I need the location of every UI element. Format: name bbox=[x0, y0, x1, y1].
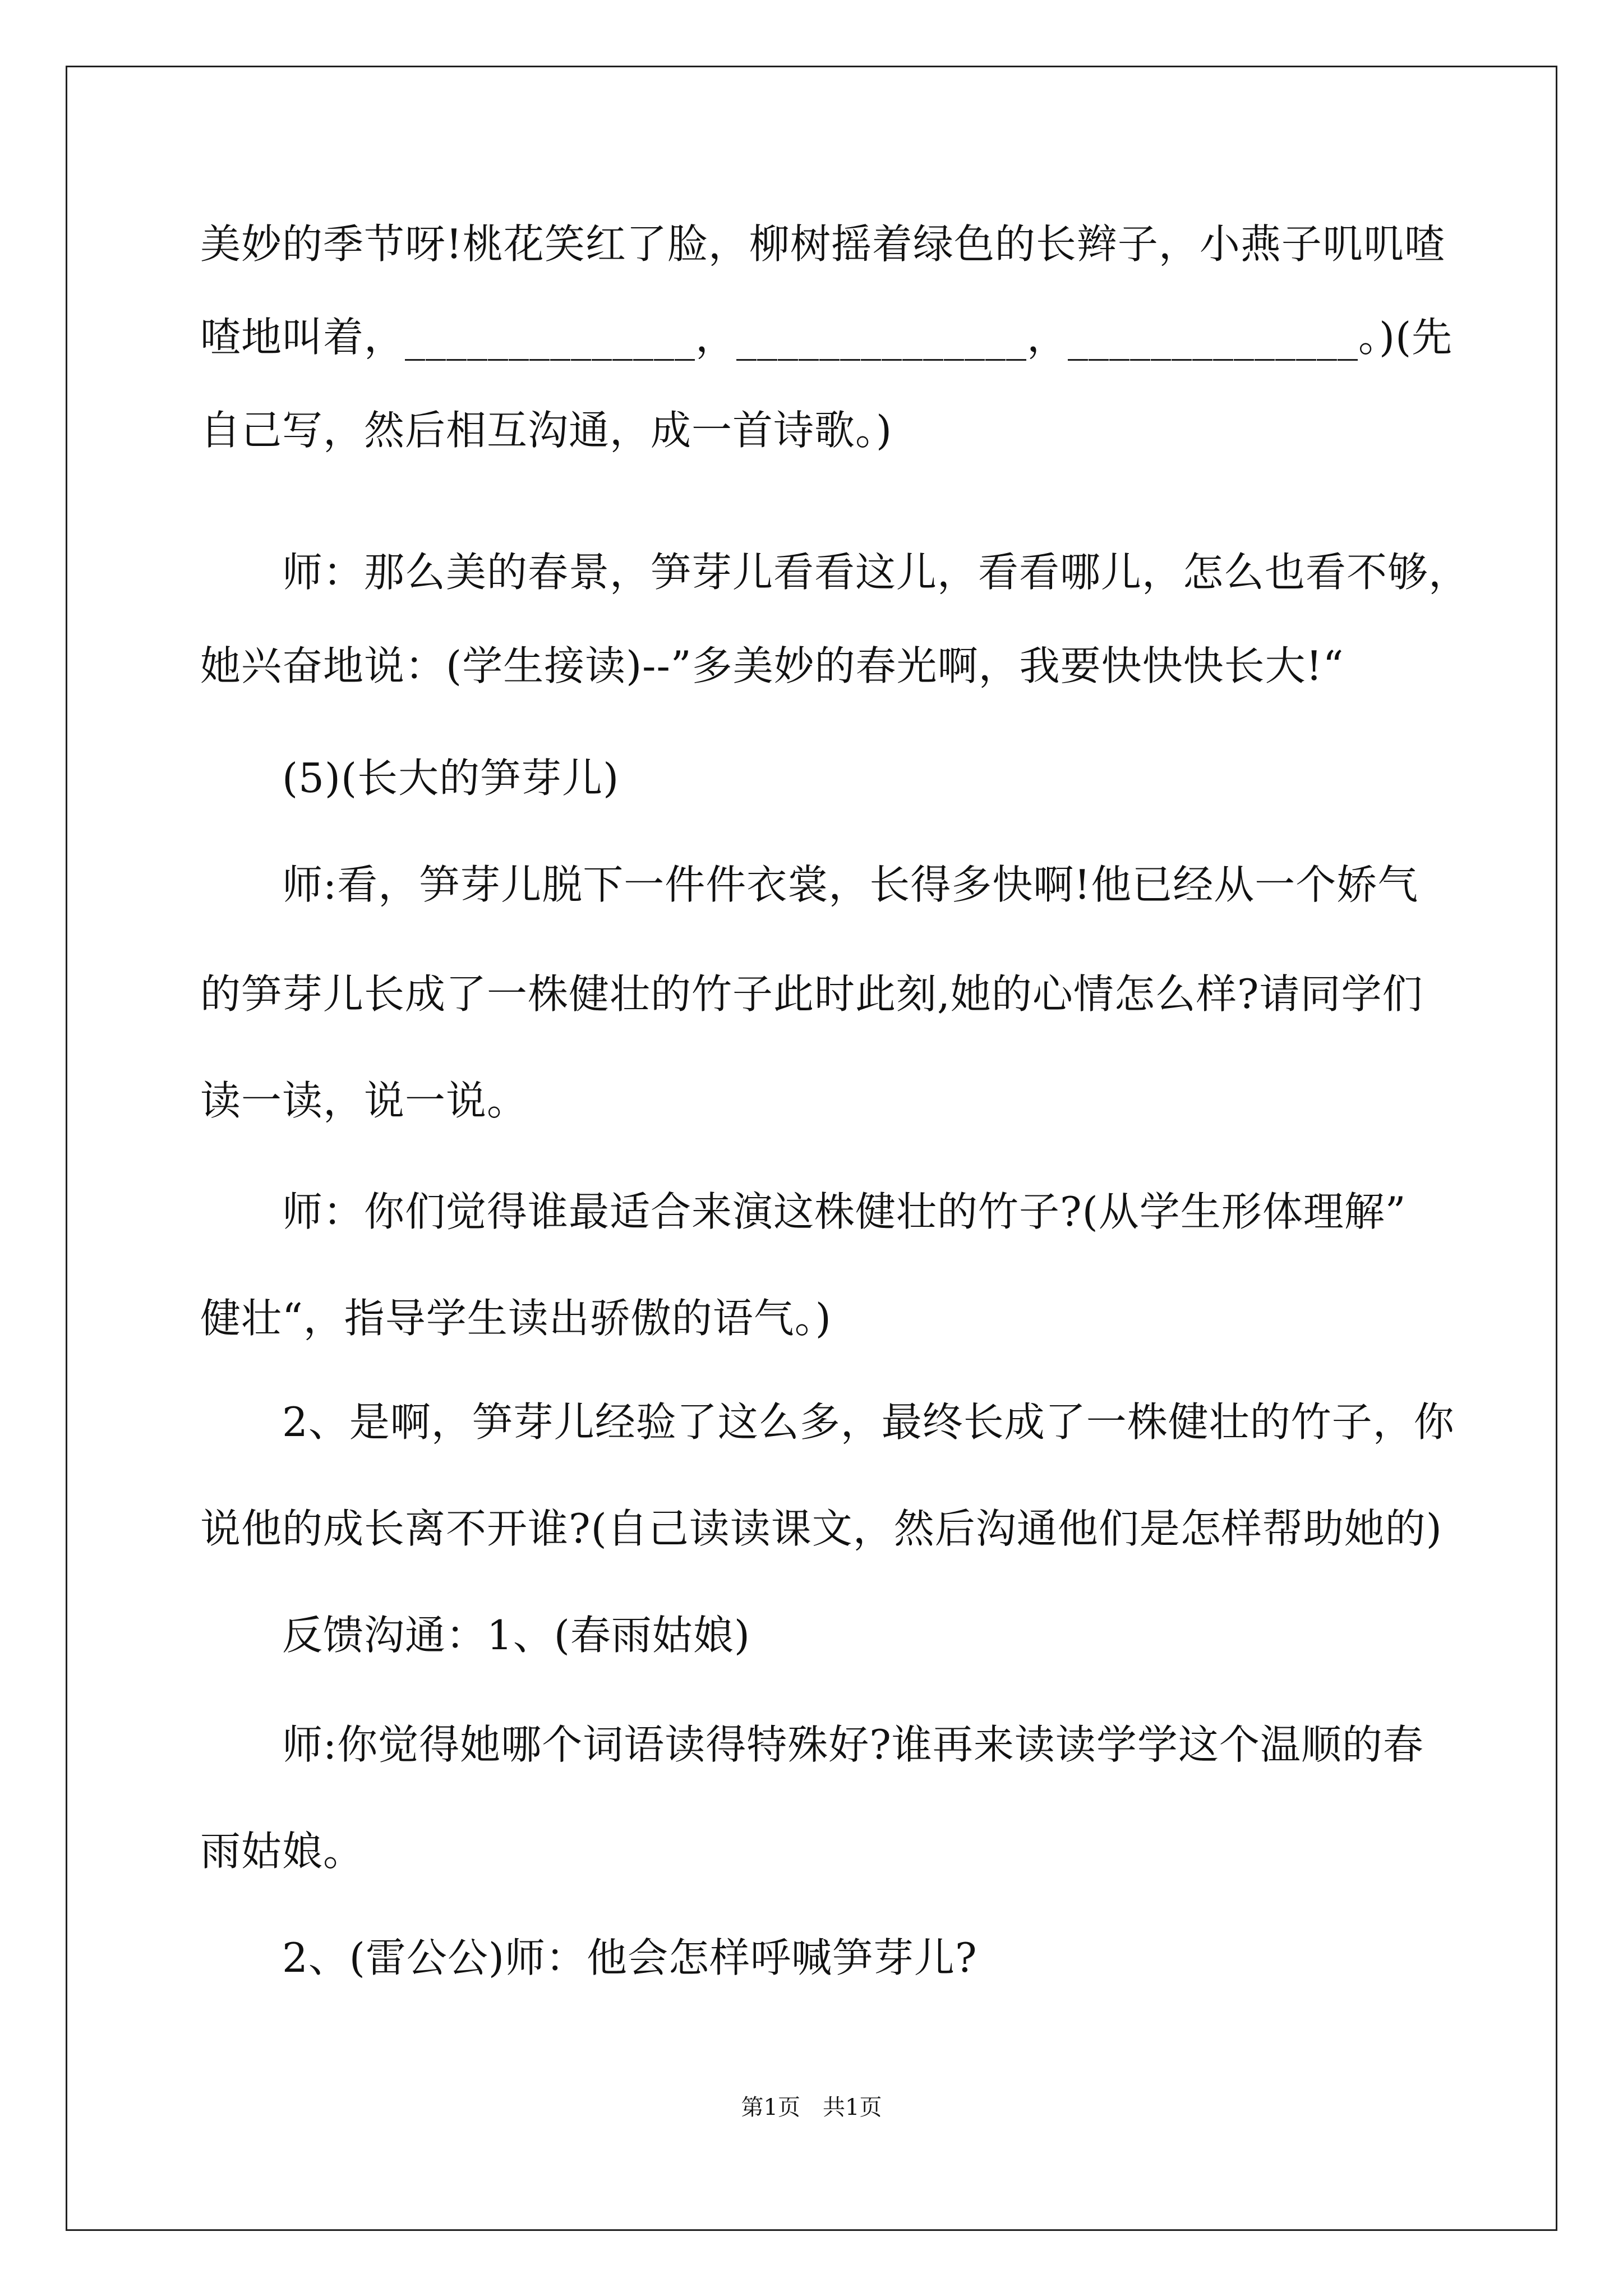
text-line: 的笋芽儿长成了一株健壮的竹子此时此刻,她的心情怎么样?请同学们 bbox=[200, 970, 1423, 1018]
text-line: 师：那么美的春景，笋芽儿看看这儿，看看哪儿，怎么也看不够， bbox=[282, 549, 1470, 596]
text-line: 健壮“，指导学生读出骄傲的语气。) bbox=[200, 1295, 832, 1342]
text-line: 师：你们觉得谁最适合来演这株健壮的竹子?(从学生形体理解” bbox=[282, 1188, 1407, 1235]
text-line: 2、是啊，笋芽儿经验了这么多，最终长成了一株健壮的竹子，你 bbox=[282, 1398, 1455, 1446]
text-line: 反馈沟通：1、(春雨姑娘) bbox=[282, 1612, 750, 1659]
text-line: 读一读，说一说。 bbox=[200, 1077, 528, 1124]
page-number-footer: 第1页 共1页 bbox=[741, 2095, 882, 2120]
text-line: 美妙的季节呀!桃花笑红了脸，柳树摇着绿色的长辫子，小燕子叽叽喳 bbox=[200, 220, 1445, 268]
text-line: 师:你觉得她哪个词语读得特殊好?谁再来读读学学这个温顺的春 bbox=[282, 1721, 1424, 1768]
text-line: 说他的成长离不开谁?(自己读读课文，然后沟通他们是怎样帮助她的) bbox=[200, 1505, 1442, 1552]
page-border bbox=[66, 66, 1557, 2231]
text-line: 师:看，笋芽儿脱下一件件衣裳，长得多快啊!他已经从一个娇气 bbox=[282, 861, 1419, 908]
text-line: 她兴奋地说：(学生接读)--”多美妙的春光啊，我要快快快长大!“ bbox=[200, 642, 1344, 689]
text-line: 自己写，然后相互沟通，成一首诗歌。) bbox=[200, 407, 893, 454]
text-line: 喳地叫着，______________，______________，______________。)(先 bbox=[200, 314, 1453, 361]
text-line: 2、(雷公公)师：他会怎样呼喊笋芽儿? bbox=[282, 1934, 978, 1981]
text-line: (5)(长大的笋芽儿) bbox=[282, 754, 620, 802]
text-line: 雨姑娘。 bbox=[200, 1828, 365, 1875]
